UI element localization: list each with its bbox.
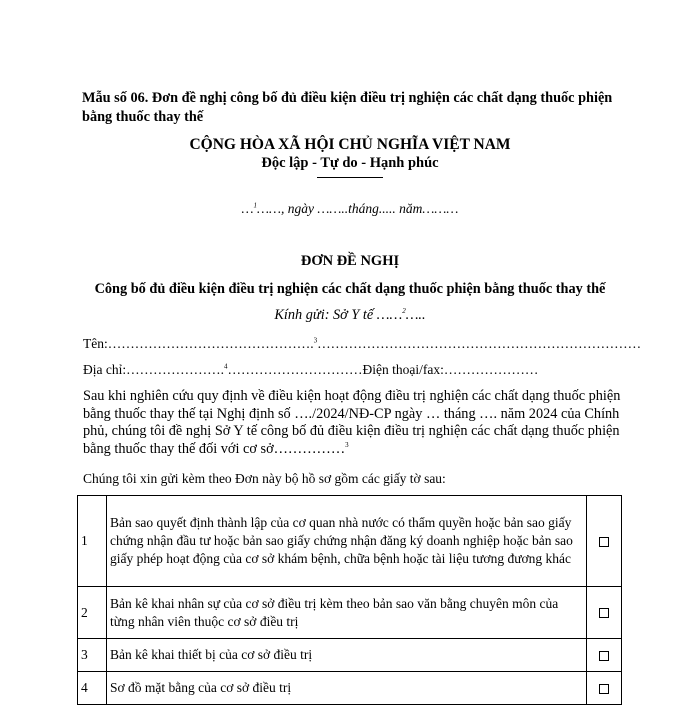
recipient-line — [0, 307, 700, 324]
date-text: ……, ngày ……..tháng..... năm……… — [257, 201, 459, 216]
checkbox-icon — [599, 608, 609, 618]
checkbox-icon — [599, 537, 609, 547]
national-motto: Độc lập - Tự do - Hạnh phúc — [261, 155, 439, 171]
address-label: Địa chỉ:…………………. — [83, 362, 224, 377]
motto-underline — [317, 177, 383, 178]
row-number: 4 — [78, 672, 107, 705]
row-number: 1 — [78, 496, 107, 587]
checkbox-icon — [599, 684, 609, 694]
name-dots: ……………………………………………………………… — [317, 336, 642, 351]
paragraph-text: Sau khi nghiên cứu quy định về điều kiện hoạt động điều trị nghiện các chất dạng thuốc phiện bằng thuốc thay thế tại Nghị định số …./2024/NĐ-CP ngày … tháng …. năm 2024 của Chính phủ, chúng tôi đề nghị Sở Y tế công bố đủ điều kiện điều trị nghiện các chất dạng thuốc phiện bằng thuốc thay thế đối với cơ sở…………… — [83, 388, 621, 457]
name-field — [83, 336, 641, 352]
form-title: Mẫu số 06. Đơn đề nghị công bố đủ điều kiện điều trị nghiện các chất dạng thuốc phiện bằng thuốc thay thế — [82, 90, 613, 125]
date-line — [0, 201, 700, 217]
footnote-marker: 3 — [345, 440, 349, 449]
document-checkbox[interactable] — [587, 587, 622, 639]
attachments-intro: Chúng tôi xin gửi kèm theo Đơn này bộ hồ sơ gồm các giấy tờ sau: — [83, 471, 446, 486]
recipient-suffix: ….. — [405, 307, 426, 323]
checkbox-icon — [599, 651, 609, 661]
national-title: CỘNG HÒA XÃ HỘI CHỦ NGHĨA VIỆT NAM — [189, 136, 511, 153]
row-number: 3 — [78, 639, 107, 672]
documents-table — [77, 495, 622, 705]
date-prefix: … — [241, 201, 254, 216]
footnote-marker: 1 — [253, 201, 258, 210]
document-subject: Công bố đủ điều kiện điều trị nghiện các chất dạng thuốc phiện bằng thuốc thay thế — [94, 281, 606, 297]
footnote-marker: 3 — [313, 336, 318, 345]
document-description: Sơ đồ mặt bằng của cơ sở điều trị — [107, 672, 587, 705]
document-description: Bản kê khai thiết bị của cơ sở điều trị — [107, 639, 587, 672]
document-title: ĐƠN ĐỀ NGHỊ — [300, 253, 400, 269]
row-number: 2 — [78, 587, 107, 639]
table-row — [78, 587, 622, 639]
document-checkbox[interactable] — [587, 639, 622, 672]
document-checkbox[interactable] — [587, 496, 622, 587]
footnote-marker: 2 — [402, 307, 406, 316]
footnote-marker: 4 — [224, 362, 228, 371]
recipient-text: Kính gửi: Sở Y tế …… — [274, 307, 403, 323]
document-description: Bản sao quyết định thành lập của cơ quan nhà nước có thẩm quyền hoặc bản sao giấy chứng nhận đầu tư hoặc bản sao giấy chứng nhận đăng ký doanh nghiệp hoặc bản sao giấy phép hoạt động của cơ sở khám bệnh, chữa bệnh hoặc tài liệu tương đương khác — [107, 496, 587, 587]
address-phone: …………………………Điện thoại/fax:………………… — [227, 362, 539, 377]
name-label: Tên:………………………………………. — [83, 336, 314, 351]
document-description: Bản kê khai nhân sự của cơ sở điều trị kèm theo bản sao văn bằng chuyên môn của từng nhân viên thuộc cơ sở điều trị — [107, 587, 587, 639]
address-field — [83, 362, 538, 378]
table-row — [78, 496, 622, 587]
table-row — [78, 639, 622, 672]
request-paragraph — [83, 388, 623, 458]
